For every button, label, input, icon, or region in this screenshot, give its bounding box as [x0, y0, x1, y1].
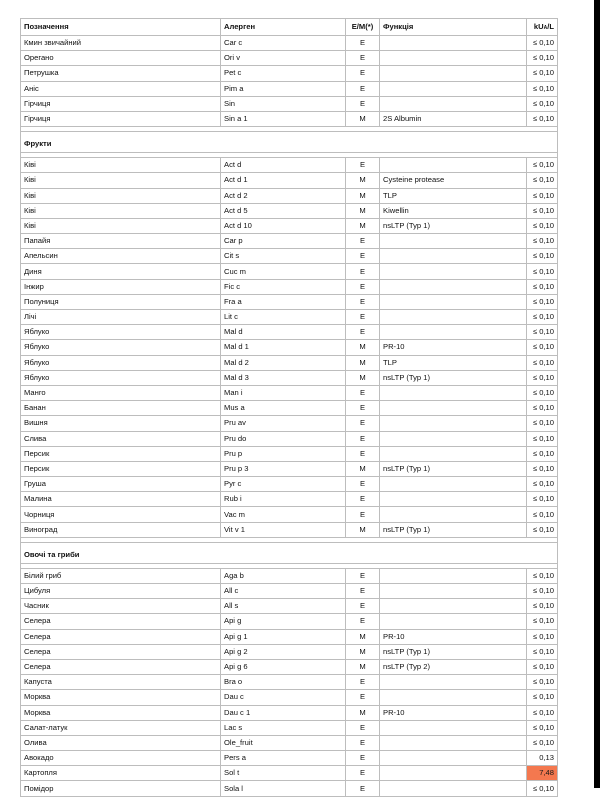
cell-value: ≤ 0,10 — [527, 36, 558, 51]
cell-value: ≤ 0,10 — [527, 401, 558, 416]
header-unit — [527, 19, 558, 36]
cell-em: E — [346, 310, 380, 325]
table-row — [21, 629, 558, 644]
cell-function — [380, 325, 527, 340]
cell-allergen: Mal d — [221, 325, 346, 340]
table-row — [21, 218, 558, 233]
cell-function: nsLTP (Typ 1) — [380, 522, 527, 537]
table-row — [21, 507, 558, 522]
cell-value: ≤ 0,10 — [527, 629, 558, 644]
cell-value: ≤ 0,10 — [527, 111, 558, 126]
table-row — [21, 294, 558, 309]
header-em: Е/М(*) — [346, 19, 380, 36]
cell-em: E — [346, 81, 380, 96]
cell-value: ≤ 0,10 — [527, 659, 558, 674]
cell-designation: Часник — [21, 599, 221, 614]
cell-function — [380, 584, 527, 599]
cell-allergen: Mal d 3 — [221, 370, 346, 385]
cell-value: ≤ 0,10 — [527, 446, 558, 461]
cell-designation: Селера — [21, 659, 221, 674]
cell-em: E — [346, 720, 380, 735]
cell-designation: Папайя — [21, 234, 221, 249]
cell-value: ≤ 0,10 — [527, 249, 558, 264]
cell-designation: Ківі — [21, 218, 221, 233]
cell-em: E — [346, 325, 380, 340]
table-row — [21, 401, 558, 416]
cell-allergen: Pet c — [221, 66, 346, 81]
cell-allergen: Sin a 1 — [221, 111, 346, 126]
cell-function: PR-10 — [380, 629, 527, 644]
cell-em: M — [346, 522, 380, 537]
cell-allergen: Ole_fruit — [221, 735, 346, 750]
cell-em: E — [346, 781, 380, 796]
cell-em: E — [346, 264, 380, 279]
cell-designation: Ківі — [21, 173, 221, 188]
cell-function — [380, 294, 527, 309]
cell-function — [380, 36, 527, 51]
cell-value: ≤ 0,10 — [527, 507, 558, 522]
cell-value: ≤ 0,10 — [527, 416, 558, 431]
table-row — [21, 81, 558, 96]
cell-function — [380, 310, 527, 325]
cell-em: M — [346, 111, 380, 126]
cell-designation: Білий гриб — [21, 568, 221, 583]
cell-function — [380, 751, 527, 766]
cell-em: E — [346, 96, 380, 111]
table-row — [21, 720, 558, 735]
cell-em: E — [346, 51, 380, 66]
cell-value: ≤ 0,10 — [527, 81, 558, 96]
cell-allergen: Mal d 1 — [221, 340, 346, 355]
cell-em: E — [346, 584, 380, 599]
cell-allergen: Cit s — [221, 249, 346, 264]
cell-allergen: Api g 2 — [221, 644, 346, 659]
cell-value: ≤ 0,10 — [527, 568, 558, 583]
cell-allergen: Mus a — [221, 401, 346, 416]
cell-em: E — [346, 507, 380, 522]
table-row — [21, 599, 558, 614]
cell-value: ≤ 0,10 — [527, 370, 558, 385]
cell-value: ≤ 0,10 — [527, 584, 558, 599]
cell-em: M — [346, 203, 380, 218]
cell-designation: Ківі — [21, 188, 221, 203]
cell-designation: Яблуко — [21, 370, 221, 385]
table-row — [21, 158, 558, 173]
cell-value: ≤ 0,10 — [527, 188, 558, 203]
allergen-report-page — [20, 18, 557, 797]
cell-value: ≤ 0,10 — [527, 218, 558, 233]
cell-function — [380, 614, 527, 629]
table-row — [21, 51, 558, 66]
cell-value: ≤ 0,10 — [527, 96, 558, 111]
cell-em: E — [346, 416, 380, 431]
cell-function: TLP — [380, 355, 527, 370]
cell-em: E — [346, 766, 380, 781]
cell-value-highlighted: 7,48 — [527, 766, 558, 781]
cell-allergen: Bra o — [221, 675, 346, 690]
cell-em: E — [346, 431, 380, 446]
table-row — [21, 751, 558, 766]
unit-sub: A — [543, 24, 548, 31]
cell-designation: Картопля — [21, 766, 221, 781]
cell-function — [380, 781, 527, 796]
cell-function — [380, 431, 527, 446]
table-header-row — [21, 19, 558, 36]
cell-designation: Цибуля — [21, 584, 221, 599]
cell-designation: Апельсин — [21, 249, 221, 264]
cell-value: ≤ 0,10 — [527, 264, 558, 279]
cell-value: ≤ 0,10 — [527, 355, 558, 370]
table-row — [21, 279, 558, 294]
cell-function: nsLTP (Typ 1) — [380, 644, 527, 659]
table-row — [21, 781, 558, 796]
cell-designation: Гірчиця — [21, 111, 221, 126]
table-row — [21, 340, 558, 355]
cell-function: nsLTP (Typ 1) — [380, 218, 527, 233]
cell-allergen: Pru p — [221, 446, 346, 461]
cell-value: ≤ 0,10 — [527, 705, 558, 720]
header-allergen: Алерген — [221, 19, 346, 36]
cell-function — [380, 234, 527, 249]
table-body — [21, 36, 558, 797]
cell-designation: Олива — [21, 735, 221, 750]
table-row — [21, 370, 558, 385]
cell-designation: Вишня — [21, 416, 221, 431]
cell-function — [380, 279, 527, 294]
cell-allergen: Api g 1 — [221, 629, 346, 644]
cell-function — [380, 158, 527, 173]
cell-designation: Селера — [21, 644, 221, 659]
table-row — [21, 614, 558, 629]
cell-designation: Аніс — [21, 81, 221, 96]
cell-function — [380, 96, 527, 111]
cell-allergen: All c — [221, 584, 346, 599]
cell-value: ≤ 0,10 — [527, 279, 558, 294]
cell-em: M — [346, 644, 380, 659]
table-row — [21, 584, 558, 599]
cell-em: E — [346, 36, 380, 51]
cell-function — [380, 51, 527, 66]
cell-function: nsLTP (Typ 1) — [380, 370, 527, 385]
cell-em: E — [346, 446, 380, 461]
cell-value: ≤ 0,10 — [527, 461, 558, 476]
cell-designation: Помідор — [21, 781, 221, 796]
cell-designation: Інжир — [21, 279, 221, 294]
cell-value: ≤ 0,10 — [527, 325, 558, 340]
cell-designation: Банан — [21, 401, 221, 416]
cell-em: E — [346, 477, 380, 492]
cell-value: ≤ 0,10 — [527, 158, 558, 173]
cell-function — [380, 264, 527, 279]
table-row — [21, 522, 558, 537]
cell-designation: Чорниця — [21, 507, 221, 522]
allergen-results-table — [20, 18, 558, 797]
cell-function — [380, 401, 527, 416]
cell-allergen: Act d — [221, 158, 346, 173]
cell-em: M — [346, 370, 380, 385]
table-row — [21, 446, 558, 461]
cell-function — [380, 446, 527, 461]
cell-designation: Морква — [21, 690, 221, 705]
cell-allergen: Api g — [221, 614, 346, 629]
section-title: Фрукти — [21, 132, 558, 153]
section-title: Овочі та гриби — [21, 542, 558, 563]
cell-designation: Слива — [21, 431, 221, 446]
table-row — [21, 431, 558, 446]
cell-allergen: Sola l — [221, 781, 346, 796]
cell-em: E — [346, 249, 380, 264]
cell-allergen: Vac m — [221, 507, 346, 522]
page-edge-bar — [594, 0, 600, 788]
cell-function — [380, 81, 527, 96]
cell-allergen: Ori v — [221, 51, 346, 66]
cell-em: M — [346, 629, 380, 644]
cell-function — [380, 492, 527, 507]
cell-em: E — [346, 234, 380, 249]
cell-em: E — [346, 599, 380, 614]
cell-allergen: Car c — [221, 36, 346, 51]
cell-allergen: Lit c — [221, 310, 346, 325]
cell-value: ≤ 0,10 — [527, 477, 558, 492]
cell-allergen: Pru av — [221, 416, 346, 431]
table-row — [21, 111, 558, 126]
cell-value: ≤ 0,10 — [527, 340, 558, 355]
table-row — [21, 234, 558, 249]
cell-value: ≤ 0,10 — [527, 173, 558, 188]
unit-main: kU — [533, 21, 544, 31]
table-row — [21, 675, 558, 690]
table-row — [21, 644, 558, 659]
cell-value: ≤ 0,10 — [527, 781, 558, 796]
cell-value: ≤ 0,10 — [527, 310, 558, 325]
cell-designation: Ківі — [21, 158, 221, 173]
cell-designation: Персик — [21, 461, 221, 476]
table-row — [21, 568, 558, 583]
table-row — [21, 477, 558, 492]
cell-designation: Петрушка — [21, 66, 221, 81]
cell-designation: Лічі — [21, 310, 221, 325]
cell-em: E — [346, 614, 380, 629]
cell-em: M — [346, 705, 380, 720]
table-row — [21, 188, 558, 203]
cell-allergen: Dau c 1 — [221, 705, 346, 720]
cell-function — [380, 477, 527, 492]
cell-allergen: Man i — [221, 385, 346, 400]
cell-designation: Диня — [21, 264, 221, 279]
cell-value: ≤ 0,10 — [527, 735, 558, 750]
cell-function — [380, 66, 527, 81]
cell-allergen: Sol t — [221, 766, 346, 781]
cell-allergen: Pers a — [221, 751, 346, 766]
cell-designation: Кмин звичайний — [21, 36, 221, 51]
cell-em: E — [346, 385, 380, 400]
cell-designation: Орегано — [21, 51, 221, 66]
cell-allergen: Lac s — [221, 720, 346, 735]
cell-function: Cysteine protease — [380, 173, 527, 188]
cell-function — [380, 720, 527, 735]
cell-function: Kiwellin — [380, 203, 527, 218]
cell-value: ≤ 0,10 — [527, 690, 558, 705]
cell-allergen: Pim a — [221, 81, 346, 96]
cell-designation: Яблуко — [21, 340, 221, 355]
cell-allergen: All s — [221, 599, 346, 614]
cell-value: ≤ 0,10 — [527, 51, 558, 66]
table-row — [21, 690, 558, 705]
table-row — [21, 173, 558, 188]
table-row — [21, 416, 558, 431]
table-row — [21, 325, 558, 340]
cell-allergen: Car p — [221, 234, 346, 249]
table-row — [21, 385, 558, 400]
table-row — [21, 203, 558, 218]
cell-value: 0,13 — [527, 751, 558, 766]
cell-designation: Капуста — [21, 675, 221, 690]
cell-designation: Груша — [21, 477, 221, 492]
cell-designation: Малина — [21, 492, 221, 507]
cell-function — [380, 766, 527, 781]
cell-function — [380, 507, 527, 522]
section-header-row — [21, 132, 558, 153]
cell-allergen: Dau c — [221, 690, 346, 705]
cell-em: E — [346, 279, 380, 294]
cell-designation: Ківі — [21, 203, 221, 218]
cell-function — [380, 675, 527, 690]
cell-value: ≤ 0,10 — [527, 203, 558, 218]
cell-function — [380, 690, 527, 705]
cell-allergen: Vit v 1 — [221, 522, 346, 537]
cell-em: E — [346, 66, 380, 81]
cell-em: M — [346, 340, 380, 355]
cell-designation: Виноград — [21, 522, 221, 537]
cell-allergen: Pru do — [221, 431, 346, 446]
cell-value: ≤ 0,10 — [527, 522, 558, 537]
section-header-row — [21, 542, 558, 563]
cell-function — [380, 416, 527, 431]
cell-allergen: Act d 10 — [221, 218, 346, 233]
cell-value: ≤ 0,10 — [527, 614, 558, 629]
header-function: Функція — [380, 19, 527, 36]
cell-value: ≤ 0,10 — [527, 294, 558, 309]
table-row — [21, 766, 558, 781]
cell-allergen: Api g 6 — [221, 659, 346, 674]
cell-em: M — [346, 659, 380, 674]
table-row — [21, 310, 558, 325]
cell-designation: Манго — [21, 385, 221, 400]
cell-em: E — [346, 735, 380, 750]
cell-designation: Морква — [21, 705, 221, 720]
cell-designation: Гірчиця — [21, 96, 221, 111]
cell-allergen: Pyr c — [221, 477, 346, 492]
cell-allergen: Sin — [221, 96, 346, 111]
cell-value: ≤ 0,10 — [527, 492, 558, 507]
cell-em: E — [346, 568, 380, 583]
unit-end: /L — [547, 21, 554, 31]
cell-designation: Персик — [21, 446, 221, 461]
cell-function: nsLTP (Typ 2) — [380, 659, 527, 674]
cell-allergen: Rub i — [221, 492, 346, 507]
cell-function — [380, 385, 527, 400]
cell-function — [380, 249, 527, 264]
cell-allergen: Pru p 3 — [221, 461, 346, 476]
cell-allergen: Fic c — [221, 279, 346, 294]
cell-em: M — [346, 355, 380, 370]
cell-function — [380, 599, 527, 614]
cell-value: ≤ 0,10 — [527, 66, 558, 81]
cell-allergen: Aga b — [221, 568, 346, 583]
cell-allergen: Mal d 2 — [221, 355, 346, 370]
table-row — [21, 264, 558, 279]
table-row — [21, 461, 558, 476]
cell-em: M — [346, 188, 380, 203]
cell-function: 2S Albumin — [380, 111, 527, 126]
cell-designation: Авокадо — [21, 751, 221, 766]
cell-em: E — [346, 401, 380, 416]
table-row — [21, 705, 558, 720]
cell-value: ≤ 0,10 — [527, 720, 558, 735]
table-row — [21, 659, 558, 674]
cell-value: ≤ 0,10 — [527, 385, 558, 400]
cell-em: E — [346, 675, 380, 690]
table-row — [21, 735, 558, 750]
cell-value: ≤ 0,10 — [527, 234, 558, 249]
cell-em: E — [346, 690, 380, 705]
table-row — [21, 355, 558, 370]
cell-allergen: Act d 2 — [221, 188, 346, 203]
cell-value: ≤ 0,10 — [527, 675, 558, 690]
cell-designation: Полуниця — [21, 294, 221, 309]
cell-em: M — [346, 218, 380, 233]
cell-value: ≤ 0,10 — [527, 644, 558, 659]
cell-function — [380, 735, 527, 750]
cell-allergen: Act d 5 — [221, 203, 346, 218]
table-row — [21, 96, 558, 111]
cell-value: ≤ 0,10 — [527, 431, 558, 446]
table-row — [21, 66, 558, 81]
cell-function: PR-10 — [380, 705, 527, 720]
cell-designation: Яблуко — [21, 355, 221, 370]
cell-em: M — [346, 173, 380, 188]
table-row — [21, 249, 558, 264]
header-designation: Позначення — [21, 19, 221, 36]
cell-allergen: Cuc m — [221, 264, 346, 279]
cell-allergen: Fra a — [221, 294, 346, 309]
cell-em: E — [346, 492, 380, 507]
cell-designation: Салат-латук — [21, 720, 221, 735]
cell-em: M — [346, 461, 380, 476]
cell-designation: Селера — [21, 629, 221, 644]
cell-function: nsLTP (Typ 1) — [380, 461, 527, 476]
cell-function: TLP — [380, 188, 527, 203]
table-row — [21, 36, 558, 51]
cell-function — [380, 568, 527, 583]
cell-designation: Селера — [21, 614, 221, 629]
cell-designation: Яблуко — [21, 325, 221, 340]
cell-em: E — [346, 294, 380, 309]
cell-value: ≤ 0,10 — [527, 599, 558, 614]
table-row — [21, 492, 558, 507]
cell-function: PR-10 — [380, 340, 527, 355]
cell-em: E — [346, 751, 380, 766]
cell-allergen: Act d 1 — [221, 173, 346, 188]
cell-em: E — [346, 158, 380, 173]
